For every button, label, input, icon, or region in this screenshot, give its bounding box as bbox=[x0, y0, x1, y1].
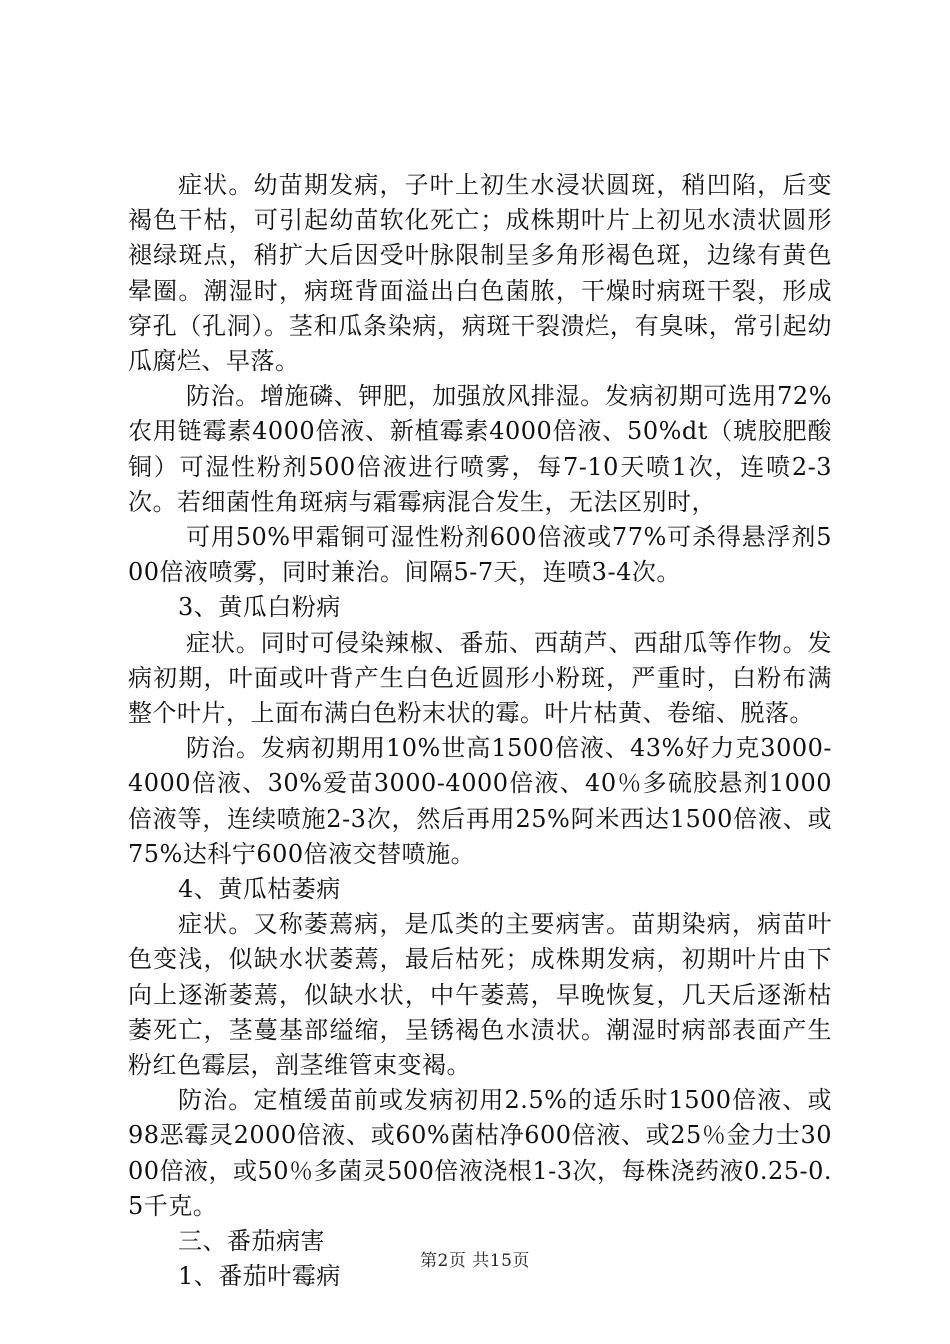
heading-fusarium-wilt: 4、黄瓜枯萎病 bbox=[178, 875, 341, 904]
paragraph-symptoms-fusarium-wilt: 症状。又称萎蔫病，是瓜类的主要病害。苗期染病，病苗叶色变浅，似缺水状萎蔫，最后枯死；成株期发病，初期叶片由下向上逐渐萎蔫，似缺水状，中午萎蔫，早晚恢复，几天后逐渐枯萎死亡，茎蔓基部缢缩，呈锈褐色水渍状。潮湿时病部表面产生粉红色霉层，剖茎维管束变褐。 bbox=[128, 910, 832, 1080]
paragraph-control-powdery-mildew: 防治。发病初期用10%世高1500倍液、43%好力克3000-4000倍液、30%爱苗3000-4000倍液、40％多硫胶悬剂1000倍液等，连续喷施2-3次，然后再用25%阿米西达1500倍液、或75%达科宁600倍液交替喷施。 bbox=[128, 734, 832, 868]
paragraph-control-fusarium-wilt: 防治。定植缓苗前或发病初用2.5%的适乐时1500倍液、或98恶霉灵2000倍液、或60%菌枯净600倍液、或25％金力士3000倍液，或50％多菌灵500倍液浇根1-3次，每株浇药液0.25-0.5千克。 bbox=[128, 1086, 832, 1220]
heading-tomato-diseases: 三、番茄病害 bbox=[178, 1227, 325, 1256]
paragraph-symptoms-angular-leaf-spot: 症状。幼苗期发病，子叶上初生水浸状圆斑，稍凹陷，后变褐色干枯，可引起幼苗软化死亡；成株期叶片上初见水渍状圆形褪绿斑点，稍扩大后因受叶脉限制呈多角形褐色斑，边缘有黄色晕圈。潮湿时，病斑背面溢出白色菌脓，干燥时病斑干裂，形成穿孔（孔洞）。茎和瓜条染病，病斑干裂溃烂，有臭味，常引起幼瓜腐烂、早落。 bbox=[128, 171, 832, 376]
document-body bbox=[128, 168, 832, 1295]
paragraph-control-continued: 可用50%甲霜铜可湿性粉剂600倍液或77%可杀得悬浮剂500倍液喷雾，同时兼治。间隔5-7天，连喷3-4次。 bbox=[128, 523, 832, 587]
paragraph-control-angular-leaf-spot: 防治。增施磷、钾肥，加强放风排湿。发病初期可选用72%农用链霉素4000倍液、新植霉素4000倍液、50%dt（琥胶肥酸铜）可湿性粉剂500倍液进行喷雾，每7-10天喷1次，连喷2-3次。若细菌性角斑病与霜霉病混合发生，无法区别时， bbox=[128, 382, 832, 516]
heading-powdery-mildew: 3、黄瓜白粉病 bbox=[178, 593, 341, 622]
page-number-footer: 第2页 共15页 bbox=[420, 1251, 530, 1271]
paragraph-symptoms-powdery-mildew: 症状。同时可侵染辣椒、番茄、西葫芦、西甜瓜等作物。发病初期，叶面或叶背产生白色近圆形小粉斑，严重时，白粉布满整个叶片，上面布满白色粉末状的霉。叶片枯黄、卷缩、脱落。 bbox=[128, 628, 832, 728]
heading-tomato-leaf-mold: 1、番茄叶霉病 bbox=[178, 1262, 341, 1291]
